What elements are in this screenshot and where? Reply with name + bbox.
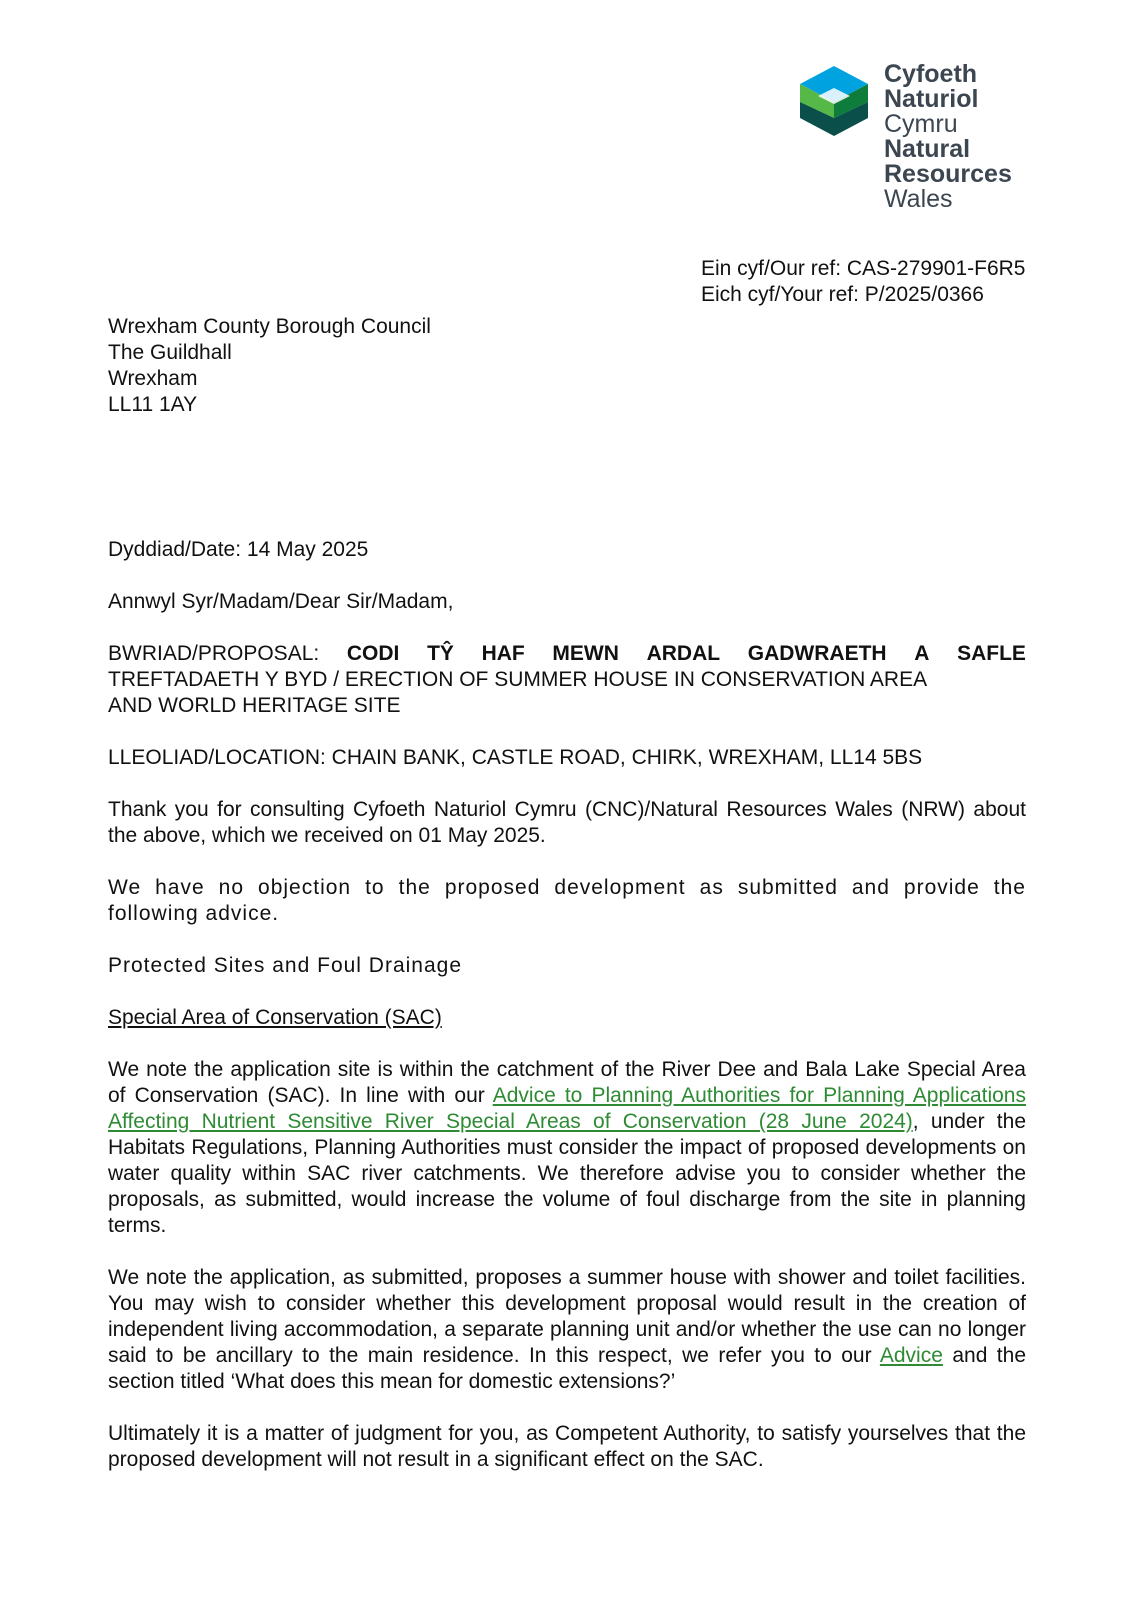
proposal-block (108, 641, 1026, 719)
advice-link[interactable]: Advice (879, 1344, 943, 1367)
proposal-word: CODI (346, 642, 400, 665)
nrw-logo (794, 62, 1044, 222)
proposal-line-3: AND WORLD HERITAGE SITE (108, 694, 401, 717)
letter-date: Dyddiad/Date: 14 May 2025 (108, 538, 369, 561)
sac-paragraph-1 (108, 1057, 1026, 1239)
para2-text-before: We note the application, as submitted, proposes a summer house with shower and toilet facilities. You may wish to consider whether this development proposal would result in the creation of independent living accommodation, a separate planning unit and/or whether the use can no longer said to be ancillary to the main residence. In this respect, we refer you to our (108, 1266, 1026, 1367)
logo-line-3: Cymru (884, 110, 958, 138)
salutation: Annwyl Syr/Madam/Dear Sir/Madam, (108, 590, 454, 613)
para1-text-before: We note the application site is within the catchment of the River Dee and Bala Lake Special Area of Conservation (SAC). In line with our (108, 1058, 1026, 1107)
logo-line-1: Cyfoeth (884, 60, 978, 88)
your-reference: Eich cyf/Your ref: P/2025/0366 (701, 283, 984, 306)
logo-wordmark (884, 62, 1012, 212)
sac-subheading-text: Special Area of Conservation (SAC) (108, 1006, 442, 1029)
proposal-word: GADWRAETH (747, 642, 887, 665)
proposal-word: ARDAL (646, 642, 721, 665)
para2-text-after: and the section titled ‘What does this mean for domestic extensions?’ (108, 1344, 1026, 1393)
logo-line-5: Resources (884, 160, 1012, 188)
logo-line-6: Wales (884, 185, 953, 213)
address-line: Wrexham (108, 367, 198, 390)
location-line: LLEOLIAD/LOCATION: CHAIN BANK, CASTLE ROAD, CHIRK, WREXHAM, LL14 5BS (108, 746, 923, 769)
recipient-address (108, 314, 431, 418)
logo-line-4: Natural (884, 135, 971, 163)
para1-text-after: , under the Habitats Regulations, Planning Authorities must consider the impact of proposed developments on water quality within SAC river catchments. We therefore advise you to consider whether the proposals, as submitted, would increase the volume of foul discharge from the site in planning terms. (108, 1110, 1026, 1237)
proposal-word: HAF (481, 642, 525, 665)
proposal-line-1 (108, 641, 1026, 667)
thanks-paragraph: Thank you for consulting Cyfoeth Naturiol Cymru (CNC)/Natural Resources Wales (NRW) about the above, which we received on 01 May 2025. (108, 798, 1026, 847)
our-reference: Ein cyf/Our ref: CAS-279901-F6R5 (701, 257, 1026, 280)
address-line: Wrexham County Borough Council (108, 315, 431, 338)
sac-subheading (108, 1005, 1026, 1031)
proposal-word: SAFLE (957, 642, 1026, 665)
no-objection-paragraph: We have no objection to the proposed development as submitted and provide the following advice. (108, 876, 1026, 925)
proposal-word: MEWN (552, 642, 619, 665)
advice-document-link[interactable]: Advice to Planning Authorities for Planning Applications Affecting Nutrient Sensitive River Special Areas of Conservation (28 June 2024) (108, 1084, 1026, 1133)
address-line: The Guildhall (108, 341, 232, 364)
nrw-logo-icon (794, 62, 874, 142)
sac-paragraph-3: Ultimately it is a matter of judgment for you, as Competent Authority, to satisfy yourselves that the proposed development will not result in a significant effect on the SAC. (108, 1422, 1026, 1471)
proposal-line-2: TREFTADAETH Y BYD / ERECTION OF SUMMER HOUSE IN CONSERVATION AREA (108, 668, 928, 691)
proposal-word: TŶ (427, 642, 454, 665)
sac-paragraph-2 (108, 1265, 1026, 1395)
proposal-word: A (914, 642, 930, 665)
section-heading: Protected Sites and Foul Drainage (108, 954, 463, 977)
reference-block (701, 256, 1025, 308)
address-line: LL11 1AY (108, 393, 198, 416)
logo-line-2: Naturiol (884, 85, 979, 113)
proposal-label: BWRIAD/PROPOSAL: (108, 642, 320, 665)
